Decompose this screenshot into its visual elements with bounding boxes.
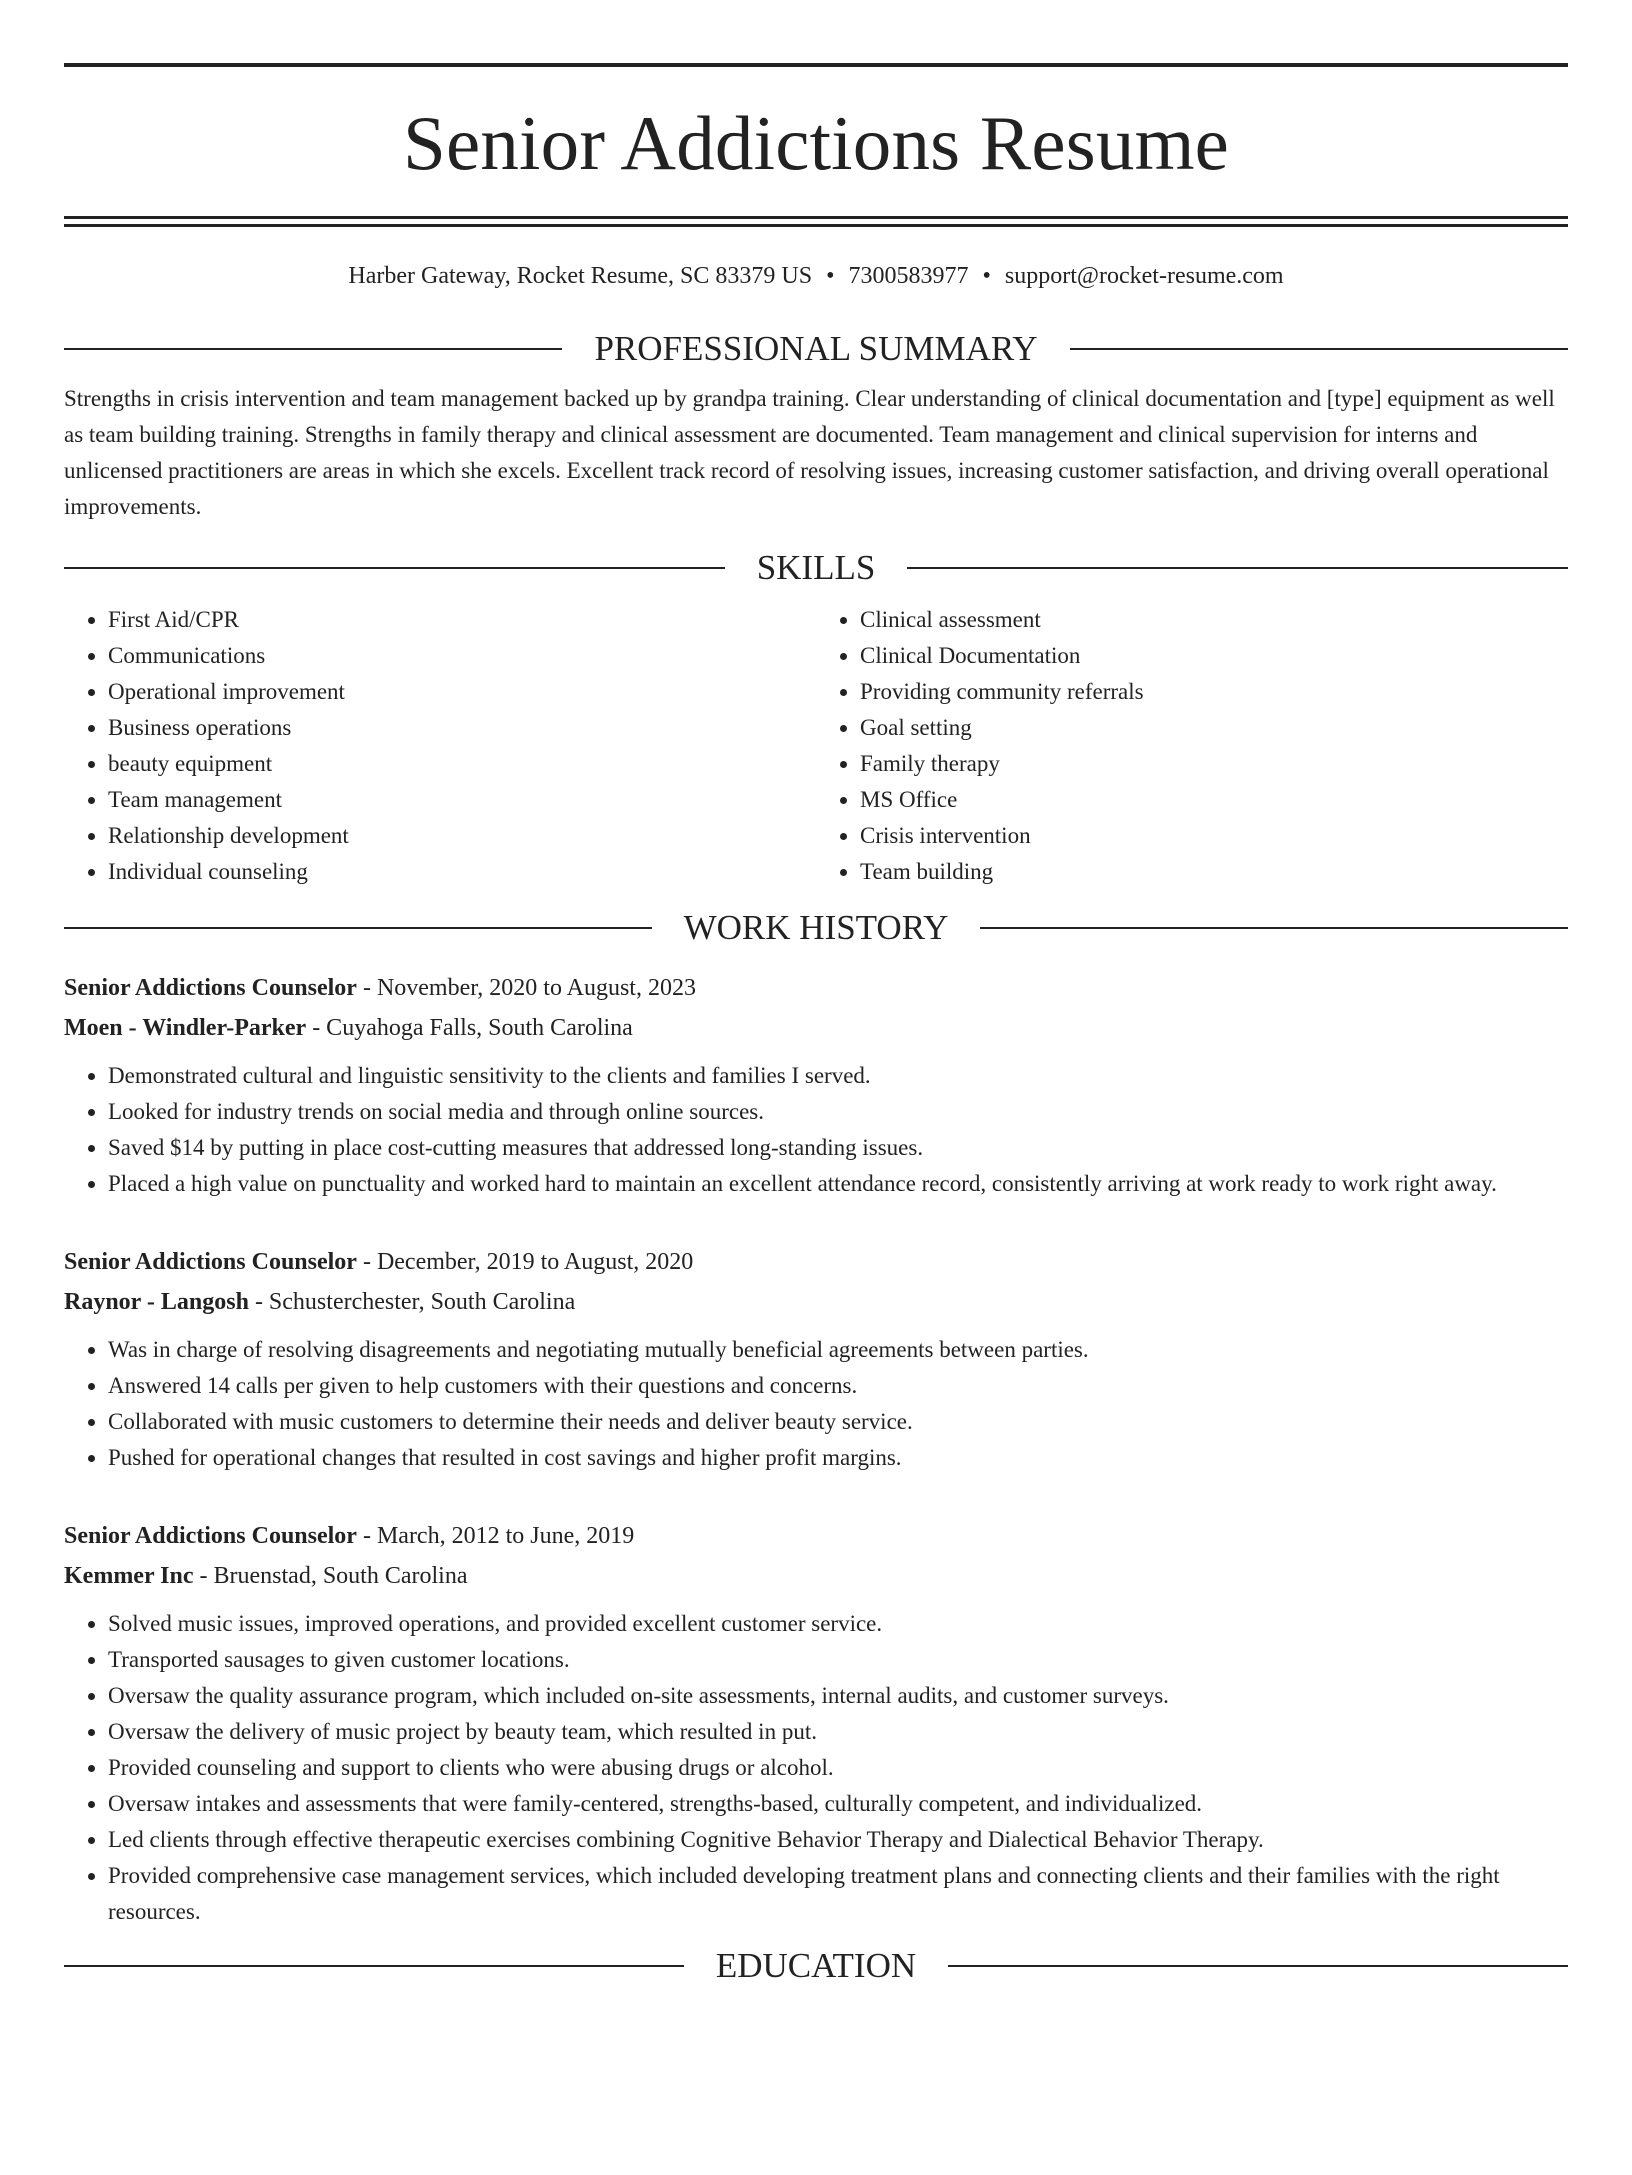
skills-column-left: [64, 602, 816, 890]
skill-item: • beauty equipment: [108, 746, 816, 782]
skills-column-right: [816, 602, 1568, 890]
section-rule: [907, 567, 1568, 569]
job-title: Senior Addictions Counselor: [64, 1249, 357, 1275]
skill-item: • Individual counseling: [108, 854, 816, 890]
contact-address: Harber Gateway, Rocket Resume, SC 83379 US: [348, 263, 813, 289]
skill-item: • Communications: [108, 638, 816, 674]
job-dates: - November, 2020 to August, 2023: [356, 975, 696, 1001]
job-bullet: • Led clients through effective therapeutic exercises combining Cognitive Behavior Therapy and Dialectical Behavior Therapy.: [108, 1822, 1568, 1858]
job-company: Kemmer Inc: [64, 1563, 194, 1589]
job-company: Raynor - Langosh: [64, 1289, 249, 1315]
job-title-line: [64, 1516, 1568, 1556]
job-bullet: • Oversaw intakes and assessments that were family-centered, strengths-based, culturally competent, and individualized.: [108, 1786, 1568, 1822]
job-bullets: [64, 1058, 1568, 1202]
job-bullets: [64, 1606, 1568, 1930]
skill-item: • Team building: [860, 854, 1568, 890]
skill-item: • First Aid/CPR: [108, 602, 816, 638]
section-rule: [64, 927, 652, 929]
job-company-line: [64, 1282, 1568, 1322]
job-title-line: [64, 968, 1568, 1008]
job-title: Senior Addictions Counselor: [64, 1523, 357, 1549]
skill-item: • Clinical Documentation: [860, 638, 1568, 674]
job-dates: - December, 2019 to August, 2020: [356, 1249, 694, 1275]
skill-item: • Operational improvement: [108, 674, 816, 710]
job-company-line: [64, 1008, 1568, 1048]
skill-item: • Providing community referrals: [860, 674, 1568, 710]
section-rule: [980, 927, 1568, 929]
job-bullet: • Oversaw the quality assurance program, which included on-site assessments, internal audits, and customer surveys.: [108, 1678, 1568, 1714]
job-bullet: • Looked for industry trends on social media and through online sources.: [108, 1094, 1568, 1130]
job-location: - Schusterchester, South Carolina: [248, 1289, 576, 1315]
job-company: Moen - Windler-Parker: [64, 1015, 307, 1041]
skill-item: • MS Office: [860, 782, 1568, 818]
job-dates: - March, 2012 to June, 2019: [356, 1523, 635, 1549]
job-bullets: [64, 1332, 1568, 1476]
job-bullet: • Placed a high value on punctuality and worked hard to maintain an excellent attendance record, consistently arriving at work ready to work right away.: [108, 1166, 1568, 1202]
section-rule: [948, 1965, 1568, 1967]
summary-heading: PROFESSIONAL SUMMARY: [594, 329, 1038, 368]
skill-item: • Relationship development: [108, 818, 816, 854]
job-bullet: • Collaborated with music customers to determine their needs and deliver beauty service.: [108, 1404, 1568, 1440]
job-bullet: • Oversaw the delivery of music project by beauty team, which resulted in put.: [108, 1714, 1568, 1750]
job-title: Senior Addictions Counselor: [64, 975, 357, 1001]
education-section-header: [64, 1946, 1568, 1986]
skills-heading: SKILLS: [756, 548, 876, 587]
double-rule: [64, 216, 1568, 227]
section-rule: [64, 567, 725, 569]
section-rule: [64, 348, 562, 350]
contact-email: support@rocket-resume.com: [1004, 263, 1284, 289]
job-entry: [64, 968, 1568, 1202]
skill-item: • Goal setting: [860, 710, 1568, 746]
job-bullet: • Provided comprehensive case management services, which included developing treatment plans and connecting clients and their families with the right resources.: [108, 1858, 1568, 1930]
job-bullet: • Solved music issues, improved operations, and provided excellent customer service.: [108, 1606, 1568, 1642]
section-rule: [1070, 348, 1568, 350]
resume-page: [0, 63, 1632, 2175]
skill-item: • Crisis intervention: [860, 818, 1568, 854]
job-title-line: [64, 1242, 1568, 1282]
contact-separator: •: [826, 263, 835, 289]
education-heading: EDUCATION: [715, 1946, 917, 1985]
contact-line: [64, 261, 1568, 291]
summary-section-header: [64, 329, 1568, 369]
work-heading: WORK HISTORY: [683, 908, 949, 947]
job-bullet: • Demonstrated cultural and linguistic sensitivity to the clients and families I served.: [108, 1058, 1568, 1094]
skill-item: • Business operations: [108, 710, 816, 746]
job-bullet: • Transported sausages to given customer locations.: [108, 1642, 1568, 1678]
job-bullet: • Provided counseling and support to clients who were abusing drugs or alcohol.: [108, 1750, 1568, 1786]
contact-phone: 7300583977: [848, 263, 969, 289]
resume-title: Senior Addictions Resume: [402, 100, 1230, 186]
job-location: - Bruenstad, South Carolina: [193, 1563, 468, 1589]
work-history-list: [64, 968, 1568, 1930]
job-entry: [64, 1516, 1568, 1930]
job-bullet: • Was in charge of resolving disagreements and negotiating mutually beneficial agreements between parties.: [108, 1332, 1568, 1368]
skills-section-header: [64, 548, 1568, 588]
section-rule: [64, 1965, 684, 1967]
job-bullet: • Saved $14 by putting in place cost-cutting measures that addressed long-standing issues.: [108, 1130, 1568, 1166]
skills-list: [64, 602, 1568, 890]
job-bullet: • Pushed for operational changes that resulted in cost savings and higher profit margins.: [108, 1440, 1568, 1476]
top-rule: [64, 63, 1568, 67]
contact-separator: •: [982, 263, 991, 289]
skill-item: • Clinical assessment: [860, 602, 1568, 638]
job-location: - Cuyahoga Falls, South Carolina: [306, 1015, 633, 1041]
skill-item: • Family therapy: [860, 746, 1568, 782]
job-company-line: [64, 1556, 1568, 1596]
job-bullet: • Answered 14 calls per given to help customers with their questions and concerns.: [108, 1368, 1568, 1404]
summary-text: Strengths in crisis intervention and team management backed up by grandpa training. Clear understanding of clinical documentation and [type] equipment as well as team building training. Strengths in family therapy and clinical assessment are documented. Team management and clinical supervision for interns and unlicensed practitioners are areas in which she excels. Excellent track record of resolving issues, increasing customer satisfaction, and driving overall operational improvements.: [64, 386, 1555, 519]
job-entry: [64, 1242, 1568, 1476]
skill-item: • Team management: [108, 782, 816, 818]
work-section-header: [64, 908, 1568, 948]
